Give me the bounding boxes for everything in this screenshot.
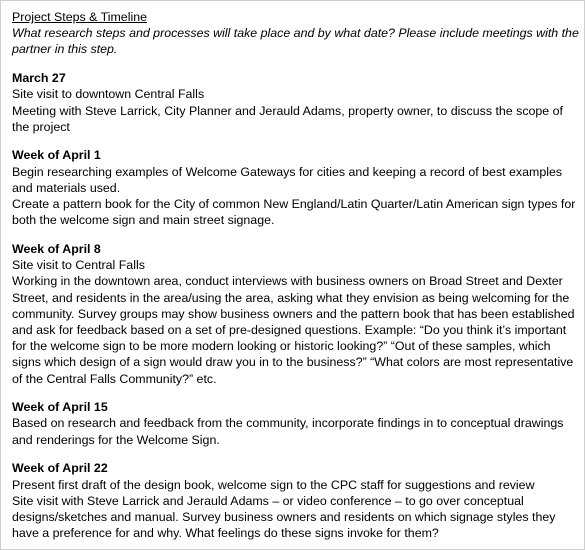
section-line: Begin researching examples of Welcome Gateways for cities and keeping a record of best examples and materials used.: [12, 164, 563, 195]
section-line: Site visit with Steve Larrick and Jerauld Adams – or video conference – to go over conceptual designs/sketches and manual. Survey business owners and residents on which signage styles they have a preference for and why. What feelings do these signs invoke for them?: [12, 493, 556, 541]
document-body: [12, 9, 580, 541]
timeline-section: [12, 241, 580, 387]
document-intro: What research steps and processes will take place and by what date? Please include meetings with the partner in this step.: [12, 26, 579, 57]
section-heading: Week of April 8: [12, 241, 101, 256]
timeline-section: [12, 399, 580, 448]
section-heading: Week of April 22: [12, 461, 108, 476]
timeline-section: [12, 147, 580, 228]
section-heading: Week of April 15: [12, 400, 108, 415]
section-line: Meeting with Steve Larrick, City Planner and Jerauld Adams, property owner, to discuss the scope of the project: [12, 103, 563, 134]
section-line: Based on research and feedback from the community, incorporate findings in to conceptual drawings and renderings for the Welcome Sign.: [12, 416, 564, 447]
section-line: Site visit to downtown Central Falls: [12, 87, 205, 102]
timeline-section: [12, 70, 580, 135]
section-line: Present first draft of the design book, welcome sign to the CPC staff for suggestions and review: [12, 477, 535, 492]
section-line: Working in the downtown area, conduct interviews with business owners on Broad Street and Dexter Street, and residents in the area/using the area, asking what they envision as being welcoming for the community. Survey groups may show business owners and the pattern book that has been established and ask for feedback based on a set of pre-designed questions. Example: “Do you think it’s important for the welcome sign to be more modern looking or historic looking?” “Out of these samples, which signs which design of a sign would draw you in to the business?” “What colors are most representative of the Central Falls Community?” etc.: [12, 274, 575, 386]
document-title: Project Steps & Timeline: [12, 10, 147, 24]
section-line: Create a pattern book for the City of common New England/Latin Quarter/Latin American sign types for both the welcome sign and main street signage.: [12, 197, 576, 228]
timeline-section: [12, 460, 580, 541]
section-heading: Week of April 1: [12, 148, 101, 163]
section-line: Site visit to Central Falls: [12, 258, 145, 273]
section-heading: March 27: [12, 71, 66, 86]
